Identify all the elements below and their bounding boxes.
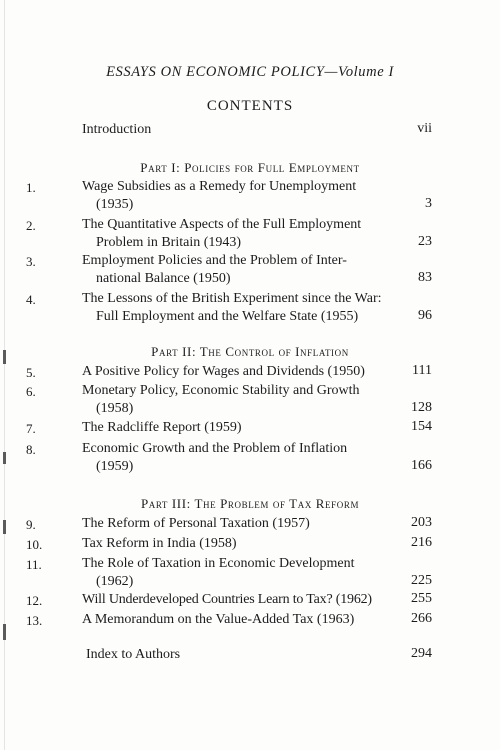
entry-number: 13.	[26, 613, 43, 628]
volume-title: ESSAYS ON ECONOMIC POLICY—Volume I	[106, 64, 394, 80]
entry-title-line: The Reform of Personal Taxation (1957)	[82, 516, 310, 531]
entry-number: 2.	[26, 218, 36, 233]
entry-page: 111	[412, 363, 432, 378]
entry-title-line: The Quantitative Aspects of the Full Employment	[82, 217, 362, 232]
entry-title-line: The Radcliffe Report (1959)	[82, 420, 242, 435]
entry-number: 9.	[26, 517, 36, 532]
entry-page: 3	[425, 196, 432, 211]
entry-number: 8.	[26, 442, 36, 457]
toc-index	[86, 646, 180, 664]
entry-page: 255	[411, 591, 432, 606]
entry-page: 154	[411, 419, 432, 434]
entry-title-line: Will Underdeveloped Countries Learn to Tax? (1962)	[82, 592, 372, 607]
entry-number: 7.	[26, 421, 36, 436]
entry-page: 83	[418, 270, 432, 285]
introduction-page: vii	[417, 121, 432, 136]
entry-number: 10.	[26, 537, 43, 552]
contents-heading: CONTENTS	[206, 98, 294, 114]
entry-number: 6.	[26, 384, 36, 399]
entry-page: 266	[411, 611, 432, 626]
entry-title-line: Monetary Policy, Economic Stability and Growth	[82, 383, 360, 398]
entry-title-line: (1958)	[96, 401, 134, 416]
introduction-label: Introduction	[82, 122, 152, 137]
part-heading: Part III: The Problem of Tax Reform	[140, 496, 360, 511]
entry-title-line: (1935)	[96, 197, 134, 212]
entry-title-line: The Role of Taxation in Economic Development	[82, 556, 355, 571]
entry-title-line: Full Employment and the Welfare State (1955)	[96, 309, 359, 324]
entry-title-line: Wage Subsidies as a Remedy for Unemployment	[82, 179, 357, 194]
entry-page: 96	[418, 308, 432, 323]
entry-page: 203	[411, 515, 432, 530]
entry-number: 11.	[26, 557, 42, 572]
entry-page: 128	[411, 400, 432, 415]
edge-mark	[3, 624, 6, 640]
entry-title-line: Economic Growth and the Problem of Inflation	[82, 441, 348, 456]
toc-introduction	[82, 121, 151, 139]
entry-page: 23	[418, 234, 432, 249]
entry-number: 1.	[26, 180, 36, 195]
entry-title-line: Employment Policies and the Problem of Inter-	[82, 253, 347, 268]
index-page: 294	[411, 646, 432, 661]
entry-page: 225	[411, 573, 432, 588]
entry-title-line: Tax Reform in India (1958)	[82, 536, 237, 551]
entry-page: 166	[411, 458, 432, 473]
entry-number: 12.	[26, 593, 43, 608]
entry-title-line: (1959)	[96, 459, 134, 474]
entry-number: 3.	[26, 254, 36, 269]
edge-mark	[3, 452, 6, 464]
entry-page: 216	[411, 535, 432, 550]
entry-title-line: A Positive Policy for Wages and Dividends (1950)	[82, 364, 365, 379]
entry-title-line: (1962)	[96, 574, 134, 589]
entry-number: 5.	[26, 365, 36, 380]
edge-mark	[3, 520, 6, 534]
entry-number: 4.	[26, 292, 36, 307]
entry-title-line: Problem in Britain (1943)	[96, 235, 242, 250]
entry-title-line: The Lessons of the British Experiment since the War:	[82, 291, 382, 306]
part-heading: Part I: Policies for Full Employment	[140, 160, 360, 175]
entry-title-line: A Memorandum on the Value-Added Tax (1963)	[82, 612, 355, 627]
part-heading: Part II: The Control of Inflation	[151, 344, 349, 359]
entry-title-line: national Balance (1950)	[96, 271, 231, 286]
index-label: Index to Authors	[86, 647, 181, 662]
